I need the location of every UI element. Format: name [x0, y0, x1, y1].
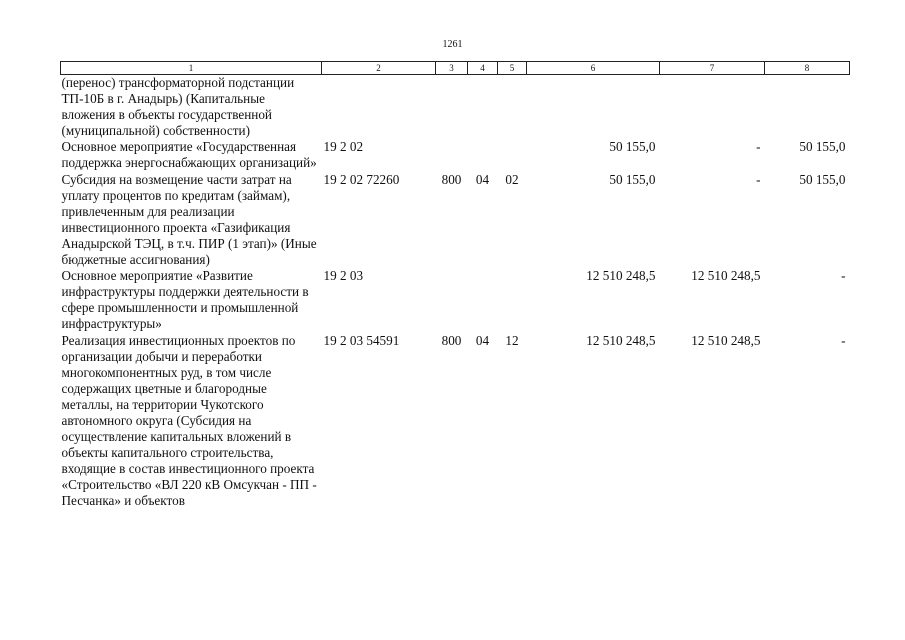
table-row	[61, 333, 850, 510]
column-header: 4	[468, 62, 498, 75]
row-code: 19 2 02	[323, 139, 364, 155]
row-amount-col7: 12 510 248,5	[691, 268, 761, 284]
row-name: Основное мероприятие «Развитие инфраструктуры поддержки деятельности в сфере промышленности и промышленной инфраструктуры»	[61, 268, 309, 332]
column-header: 7	[660, 62, 765, 75]
column-header: 1	[61, 62, 322, 75]
row-name: Основное мероприятие «Государственная поддержка энергоснабжающих организаций»	[61, 139, 317, 171]
row-amount-total: 12 510 248,5	[586, 268, 656, 284]
row-subsection	[498, 75, 527, 140]
row-type-code	[436, 268, 468, 332]
budget-table	[60, 61, 850, 510]
row-amount-col8: 50 155,0	[799, 171, 846, 187]
row-amount-col7: -	[756, 171, 761, 187]
row-amount-col8: -	[841, 332, 846, 348]
row-subsection: 12	[505, 332, 519, 348]
column-header: 3	[436, 62, 468, 75]
row-section: 04	[475, 332, 490, 348]
row-amount-col8: -	[841, 268, 846, 284]
column-header: 2	[322, 62, 436, 75]
row-section	[468, 139, 498, 171]
row-type-code: 800	[441, 171, 462, 187]
row-code: 19 2 02 72260	[323, 171, 400, 187]
row-subsection	[498, 139, 527, 171]
row-code	[322, 75, 436, 140]
row-amount-col7: -	[756, 139, 761, 155]
table-row	[61, 139, 850, 171]
row-subsection: 02	[505, 171, 519, 187]
row-amount-col8: 50 155,0	[799, 139, 846, 155]
column-header: 8	[765, 62, 850, 75]
column-number-header-row	[61, 62, 850, 75]
row-amount-total: 50 155,0	[609, 171, 656, 187]
row-amount-total: 50 155,0	[609, 139, 656, 155]
row-amount-total	[527, 75, 660, 140]
table-row	[61, 268, 850, 332]
row-type-code	[436, 139, 468, 171]
column-header: 6	[527, 62, 660, 75]
page-number: 1261	[442, 39, 463, 50]
row-type-code: 800	[441, 332, 462, 348]
row-amount-total: 12 510 248,5	[586, 332, 656, 348]
column-header: 5	[498, 62, 527, 75]
row-section	[468, 268, 498, 332]
table-row	[61, 75, 850, 140]
table-row	[61, 172, 850, 269]
row-section	[468, 75, 498, 140]
row-type-code	[436, 75, 468, 140]
row-name: (перенос) трансформаторной подстанции ТП-10Б в г. Анадырь) (Капитальные вложения в объекты государственной (муниципальной) собственности)	[61, 75, 295, 139]
row-amount-col7	[660, 75, 765, 140]
row-code: 19 2 03 54591	[323, 332, 400, 348]
row-name: Субсидия на возмещение части затрат на уплату процентов по кредитам (займам), привлеченным для реализации инвестиционного проекта «Газификация Анадырской ТЭЦ, в т.ч. ПИР (1 этап)» (Иные бюджетные ассигнования)	[61, 171, 317, 268]
row-name: Реализация инвестиционных проектов по организации добычи и переработки многокомпонентных руд, в том числе содержащих цветные и благородные металлы, на территории Чукотского автономного округа (Субсидия на осуществление капитальных вложений в объекты капитального строительства, входящие в состав инвестиционного проекта «Строительство «ВЛ 220 кВ Омсукчан - ПП - Песчанка» и объектов	[61, 332, 317, 509]
row-section: 04	[475, 171, 490, 187]
row-amount-col8	[765, 75, 850, 140]
row-code: 19 2 03	[323, 268, 364, 284]
row-amount-col7: 12 510 248,5	[691, 332, 761, 348]
row-subsection	[498, 268, 527, 332]
